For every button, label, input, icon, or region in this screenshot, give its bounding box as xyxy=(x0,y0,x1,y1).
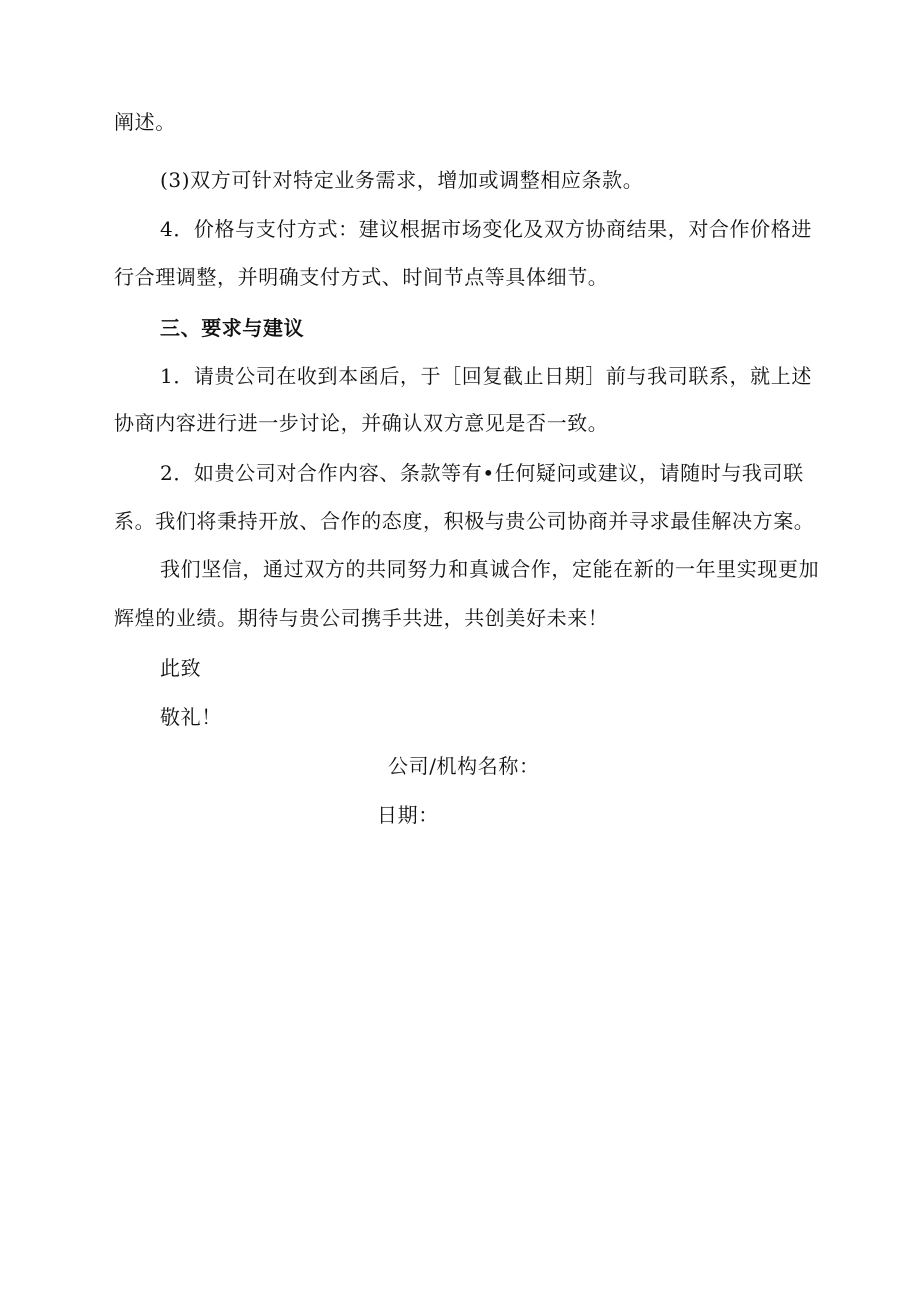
closing-paragraph-cont: 辉煌的业绩。期待与贵公司携手共进，共创美好未来！ xyxy=(114,606,609,630)
clause-price-payment: 4．价格与支付方式：建议根据市场变化及双方协商结果，对合作价格进 xyxy=(160,217,812,241)
section-heading-requirements: 三、要求与建议 xyxy=(160,316,305,340)
clause-price-payment-cont: 行合理调整，并明确支付方式、时间节点等具体细节。 xyxy=(114,265,609,289)
signature-date: 日期： xyxy=(377,803,439,827)
closing-paragraph: 我们坚信，通过双方的共同努力和真诚合作，定能在新的一年里实现更加 xyxy=(160,557,820,581)
salutation-jingli: 敬礼！ xyxy=(160,705,222,729)
requirement-item-2: 2．如贵公司对合作内容、条款等有•任何疑问或建议，请随时与我司联 xyxy=(160,461,804,485)
requirement-item-1: 1．请贵公司在收到本函后，于［回复截止日期］前与我司联系，就上述 xyxy=(160,364,812,388)
salutation-cizhi: 此致 xyxy=(160,656,202,680)
requirement-item-2-cont: 系。我们将秉持开放、合作的态度，积极与贵公司协商并寻求最佳解决方案。 xyxy=(114,509,815,533)
requirement-item-1-cont: 协商内容进行进一步讨论，并确认双方意见是否一致。 xyxy=(114,411,609,435)
signature-company-name: 公司/机构名称： xyxy=(388,754,540,778)
clause-item-3: (3)双方可针对特定业务需求，增加或调整相应条款。 xyxy=(160,168,644,192)
paragraph-line-continuation: 阐述。 xyxy=(114,110,176,134)
